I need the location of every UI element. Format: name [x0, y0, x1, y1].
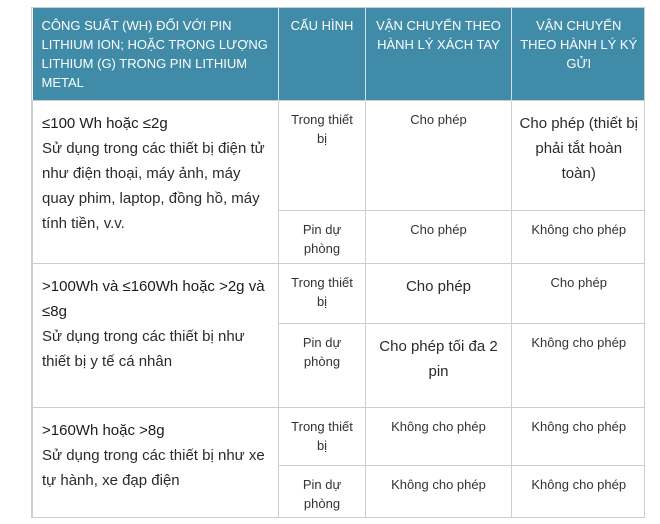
carry-on-cell: Không cho phép: [366, 407, 512, 465]
carry-on-cell: Cho phép: [366, 100, 512, 210]
checked-baggage-cell: Cho phép: [512, 263, 646, 323]
table-row: [33, 407, 646, 465]
group-description: [33, 407, 279, 518]
carry-on-cell: Cho phép tối đa 2 pin: [366, 323, 512, 407]
checked-baggage-cell: Cho phép (thiết bị phải tắt hoàn toàn): [512, 100, 646, 210]
header-row: [33, 8, 646, 100]
table-row: [33, 263, 646, 323]
carry-on-cell: Cho phép: [366, 210, 512, 263]
usage-description: Sử dụng trong các thiết bị điện tử như điện thoại, máy ảnh, máy quay phim, laptop, đồng hồ, máy tính tiền, v.v.: [42, 139, 265, 232]
capacity-threshold: >100Wh và ≤160Wh hoặc >2g và ≤8g: [42, 277, 265, 320]
header-carry-on: VẬN CHUYỂN THEO HÀNH LÝ XÁCH TAY: [366, 8, 512, 100]
config-cell: Pin dự phòng: [279, 210, 366, 263]
battery-regulation-table: [32, 8, 645, 518]
capacity-threshold: >160Wh hoặc >8g: [42, 421, 165, 439]
config-cell: Pin dự phòng: [279, 323, 366, 407]
config-cell: Pin dự phòng: [279, 465, 366, 518]
group-description: [33, 100, 279, 263]
checked-baggage-cell: Không cho phép: [512, 407, 646, 465]
checked-baggage-cell: Không cho phép: [512, 323, 646, 407]
battery-regulation-table-frame: [31, 7, 645, 518]
header-capacity: CÔNG SUẤT (WH) ĐỐI VỚI PIN LITHIUM ION; HOẶC TRỌNG LƯỢNG LITHIUM (G) TRONG PIN LITHIUM METAL: [33, 8, 279, 100]
usage-description: Sử dụng trong các thiết bị như xe tự hành, xe đạp điện: [42, 446, 265, 489]
header-checked-baggage: VẬN CHUYỂN THEO HÀNH LÝ KÝ GỬI: [512, 8, 646, 100]
group-description: [33, 263, 279, 407]
checked-baggage-cell: Không cho phép: [512, 210, 646, 263]
table-row: [33, 100, 646, 210]
usage-description: Sử dụng trong các thiết bị như thiết bị y tế cá nhân: [42, 327, 245, 370]
capacity-threshold: ≤100 Wh hoặc ≤2g: [42, 114, 168, 132]
config-cell: Trong thiết bị: [279, 407, 366, 465]
carry-on-cell: Cho phép: [366, 263, 512, 323]
table-body: [33, 100, 646, 518]
header-configuration: CẤU HÌNH: [279, 8, 366, 100]
config-cell: Trong thiết bị: [279, 100, 366, 210]
checked-baggage-cell: Không cho phép: [512, 465, 646, 518]
carry-on-cell: Không cho phép: [366, 465, 512, 518]
table-header: [33, 8, 646, 100]
config-cell: Trong thiết bị: [279, 263, 366, 323]
